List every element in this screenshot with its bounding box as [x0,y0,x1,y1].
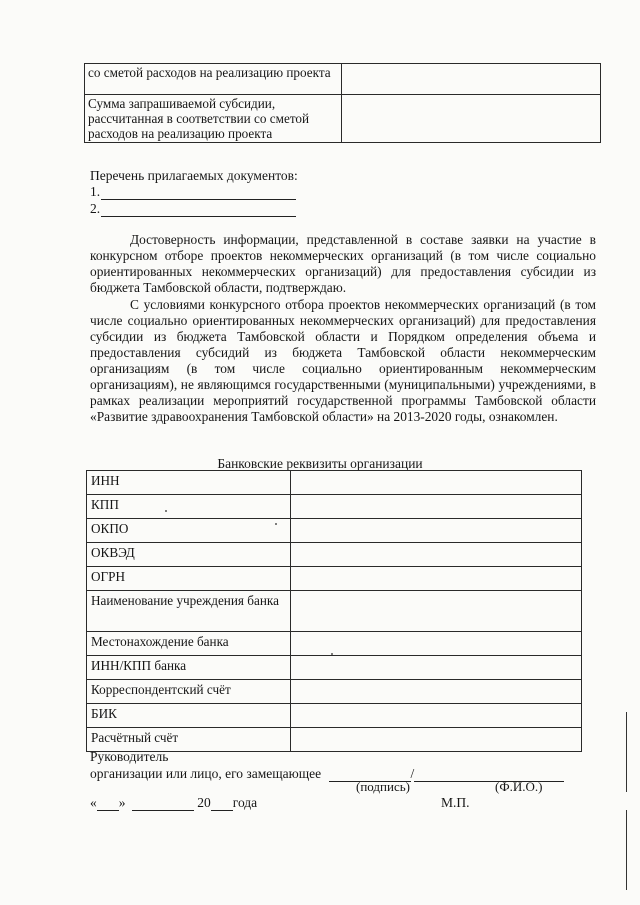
table-cell-value[interactable] [291,591,582,632]
table-cell-value[interactable] [291,543,582,567]
estimate-table [84,63,601,143]
table-row [87,656,582,680]
confirmation-paragraph: Достоверность информации, представленной в составе заявки на участие в конкурсном отборе проектов некоммерческих организаций (в том числе социально ориентированных некоммерческих организаций) для предоставления субсидии из бюджета Тамбовской области, подтверждаю. [90,232,596,295]
documents-heading: Перечень прилагаемых документов: [90,168,298,183]
table-row [87,632,582,656]
date-line [90,795,257,811]
table-cell-value[interactable] [291,567,582,591]
table-cell-label: ИНН [87,471,291,495]
table-cell-value[interactable] [342,64,601,95]
month-field[interactable] [132,798,194,811]
document-blank-line[interactable] [101,187,296,200]
table-cell-value[interactable] [291,519,582,543]
table-row [87,591,582,632]
table-row [85,64,601,95]
table-row [87,704,582,728]
signer-title-line1: Руководитель [90,749,169,764]
stamp-place-label: М.П. [441,795,470,810]
table-row [85,95,601,143]
document-blank-line[interactable] [101,204,296,217]
bank-details-table [86,470,582,752]
table-cell-label: Местонахождение банка [87,632,291,656]
table-cell-label: ОГРН [87,567,291,591]
scan-edge-mark [626,810,627,890]
table-cell-value[interactable] [291,704,582,728]
scan-edge-mark [626,712,627,792]
table-cell-label: БИК [87,704,291,728]
year-suffix: года [232,795,258,810]
year-prefix: 20 [197,795,211,810]
signer-title-text: организации или лицо, его замещающее [90,766,322,781]
table-row [87,471,582,495]
date-quote-close: » [118,795,126,810]
signature-block [90,748,564,782]
document-item [90,184,296,200]
table-row [87,680,582,704]
document-number: 2. [90,201,101,216]
year-field[interactable] [211,798,233,811]
table-row [87,567,582,591]
date-quote-open: « [90,795,97,810]
table-cell-value[interactable] [291,471,582,495]
table-cell-value[interactable] [291,632,582,656]
signature-separator: / [410,766,415,781]
table-cell-label: ИНН/КПП банка [87,656,291,680]
table-row [87,543,582,567]
document-number: 1. [90,184,101,199]
table-cell-value[interactable] [342,95,601,143]
table-cell-label: Расчётный счёт [87,728,291,752]
table-cell-label: со сметой расходов на реализацию проекта [85,64,342,95]
table-row [87,519,582,543]
scan-speck [165,510,167,512]
table-cell-label: Наименование учреждения банка [87,591,291,632]
table-cell-value[interactable] [291,495,582,519]
scan-speck [275,523,277,525]
table-row [87,495,582,519]
signature-label: (подпись) [356,779,410,794]
table-cell-label: Сумма запрашиваемой субсидии, рассчитанная в соответствии со сметой расходов на реализацию проекта [85,95,342,143]
day-field[interactable] [97,798,119,811]
full-name-label: (Ф.И.О.) [495,779,543,794]
acknowledgement-paragraph: С условиями конкурсного отбора проектов некоммерческих организаций (в том числе социально ориентированных некоммерческих организаций) для предоставления субсидии из бюджета Тамбовской области и Порядком определения объема и предоставления субсидий из бюджета Тамбовской области некоммерческим организациям (в том числе социально ориентированным некоммерческим организациям), не являющимся государственными (муниципальными) учреждениями, в рамках реализации мероприятий государственной программы Тамбовской области «Развитие здравоохранения Тамбовской области» на 2013-2020 годы, ознакомлен. [90,297,596,424]
table-cell-label: Корреспондентский счёт [87,680,291,704]
table-cell-label: КПП [87,495,291,519]
bank-table-caption: Банковские реквизиты организации [217,456,423,471]
table-cell-label: ОКПО [87,519,291,543]
signer-title-line2 [90,765,564,782]
scan-speck [331,653,333,655]
document-item [90,201,296,217]
table-cell-label: ОКВЭД [87,543,291,567]
table-cell-value[interactable] [291,656,582,680]
table-cell-value[interactable] [291,680,582,704]
